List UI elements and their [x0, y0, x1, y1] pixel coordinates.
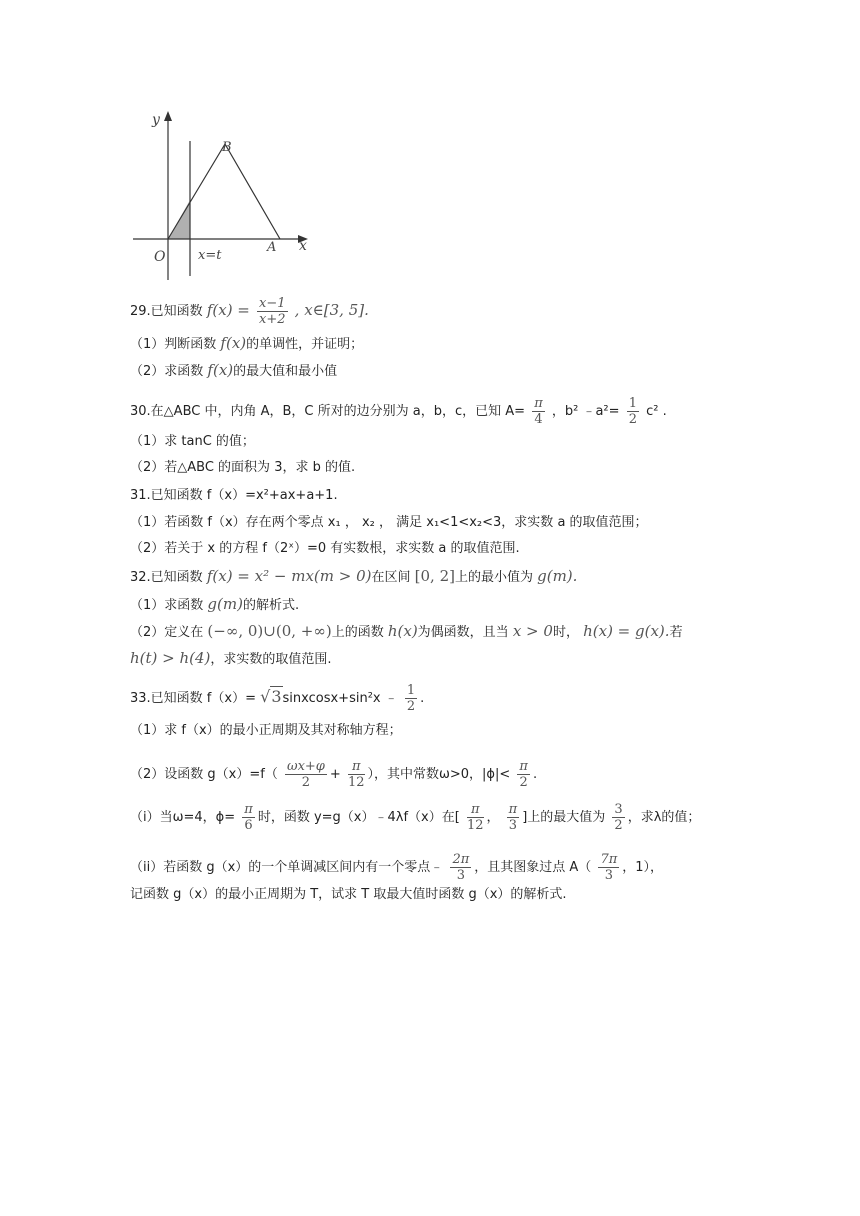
q30-stem: 30.在△ABC 中，内角 A，B，C 所对的边分别为 a，b，c，已知 A= $\frac{\pi}{4}$ ，b² ﹣a²= $\frac{1}{2}$ c² . — [130, 396, 667, 427]
q30-half-fraction: $\frac{1}{2}$ — [628, 396, 637, 427]
q29-expr: f(x) = — [206, 301, 250, 319]
q33-omega-fraction: $\frac{\omega x+\varphi}{2}$ — [286, 759, 325, 790]
q33-pi12-fraction: $\frac{\pi}{12}$ — [347, 759, 365, 790]
point-a-label: A — [267, 240, 277, 255]
q33-ii-point-fraction: $\frac{7\pi}{3}$ — [600, 852, 618, 883]
q33-pi2-fraction: $\frac{\pi}{2}$ — [519, 759, 528, 790]
q33-i-pi6-fraction: $\frac{\pi}{6}$ — [244, 802, 253, 833]
q32-domain: (−∞, 0)∪(0, +∞) — [207, 622, 332, 640]
q33-part-ii: （ii）若函数 g（x）的一个单调减区间内有一个零点﹣ $\frac{2\pi}{3}$ ，且其图象过点 A（ $\frac{7\pi}{3}$ ，1）， — [130, 852, 664, 883]
q33-part1: （1）求 f（x）的最小正周期及其对称轴方程； — [130, 723, 402, 738]
q30-angle-fraction: $\frac{\pi}{4}$ — [534, 396, 543, 427]
q32-interval: [0, 2] — [414, 567, 455, 585]
q32-part1: （1）求函数 g(m)的解析式. — [130, 595, 300, 613]
q33-part-i: （i）当ω=4，ϕ= $\frac{\pi}{6}$ 时，函数 y=g（x）﹣4λf（x）在[ $\frac{\pi}{12}$ ， $\frac{\pi}{3}$ ]上的最大值为 $\frac{3}{2}$ ，求λ的值； — [130, 802, 701, 833]
q30-part1: （1）求 tanC 的值； — [130, 434, 255, 449]
q33-i-max-fraction: $\frac{3}{2}$ — [614, 802, 623, 833]
q33-part2: （2）设函数 g（x）=f（ $\frac{\omega x+\varphi}{2}$ + $\frac{\pi}{12}$ ），其中常数ω>0，|ϕ|< $\frac{\pi}{2}$ . — [130, 759, 538, 790]
q29-fraction: $\frac{x-1}{x+2}$ — [259, 296, 286, 327]
q32-part2-line2: h(t) > h(4)，求实数的取值范围. — [130, 649, 332, 667]
q29-part2: （2）求函数 f(x)的最大值和最小值 — [130, 361, 338, 379]
q33-i-pi3-fraction: $\frac{\pi}{3}$ — [508, 802, 518, 833]
q29-fx: f(x) — [220, 334, 247, 352]
q32-stem: 32.已知函数 f(x) = x² − mx(m > 0)在区间 [0, 2]上的最小值为 g(m). — [130, 567, 578, 585]
q33-stem: 33.已知函数 f（x）= √3sinxcosx+sin²x ﹣ $\frac{1}{2}$ . — [130, 683, 425, 714]
q33-i-pi12-fraction: $\frac{\pi}{12}$ — [466, 802, 484, 833]
q32-function: f(x) = x² − mx(m > 0) — [206, 567, 372, 585]
q31-part2: （2）若关于 x 的方程 f（2ˣ）=0 有实数根，求实数 a 的取值范围. — [130, 541, 520, 556]
q31-part1: （1）若函数 f（x）存在两个零点 x₁ ， x₂ ， 满足 x₁<1<x₂<3，求实数 a 的取值范围； — [130, 515, 648, 530]
q32-inequality: h(t) > h(4) — [130, 649, 211, 667]
y-axis-arrow-icon — [164, 111, 172, 121]
q29-domain: , x∈[3, 5]. — [294, 301, 369, 319]
q31-stem: 31.已知函数 f（x）=x²+ax+a+1. — [130, 488, 338, 503]
point-b-label: B — [222, 140, 232, 155]
q29-stem — [130, 297, 369, 326]
y-axis-label: y — [152, 112, 160, 128]
q32-gm: g(m). — [537, 567, 578, 585]
origin-label: O — [154, 249, 166, 265]
q33-half-fraction: $\frac{1}{2}$ — [406, 683, 416, 714]
q30-part2: （2）若△ABC 的面积为 3，求 b 的值. — [130, 460, 356, 475]
q32-part2-line1: （2）定义在 (−∞, 0)∪(0, +∞)上的函数 h(x)为偶函数，且当 x > 0时， h(x) = g(x).若 — [130, 622, 683, 640]
triangle-figure — [128, 108, 318, 283]
q29-number: 29.已知函数 — [130, 304, 203, 319]
sqrt-icon: √3 — [260, 687, 282, 706]
q33-ii-zero-fraction: $\frac{2\pi}{3}$ — [452, 852, 470, 883]
q29-part1: （1）判断函数 f(x)的单调性，并证明； — [130, 334, 364, 352]
q33-part-ii-line2: 记函数 g（x）的最小正周期为 T，试求 T 取最大值时函数 g（x）的解析式. — [130, 887, 567, 902]
q29-fx-2: f(x) — [207, 361, 234, 379]
x-axis-label: x — [299, 238, 307, 254]
line-t-label: x=t — [198, 248, 222, 263]
